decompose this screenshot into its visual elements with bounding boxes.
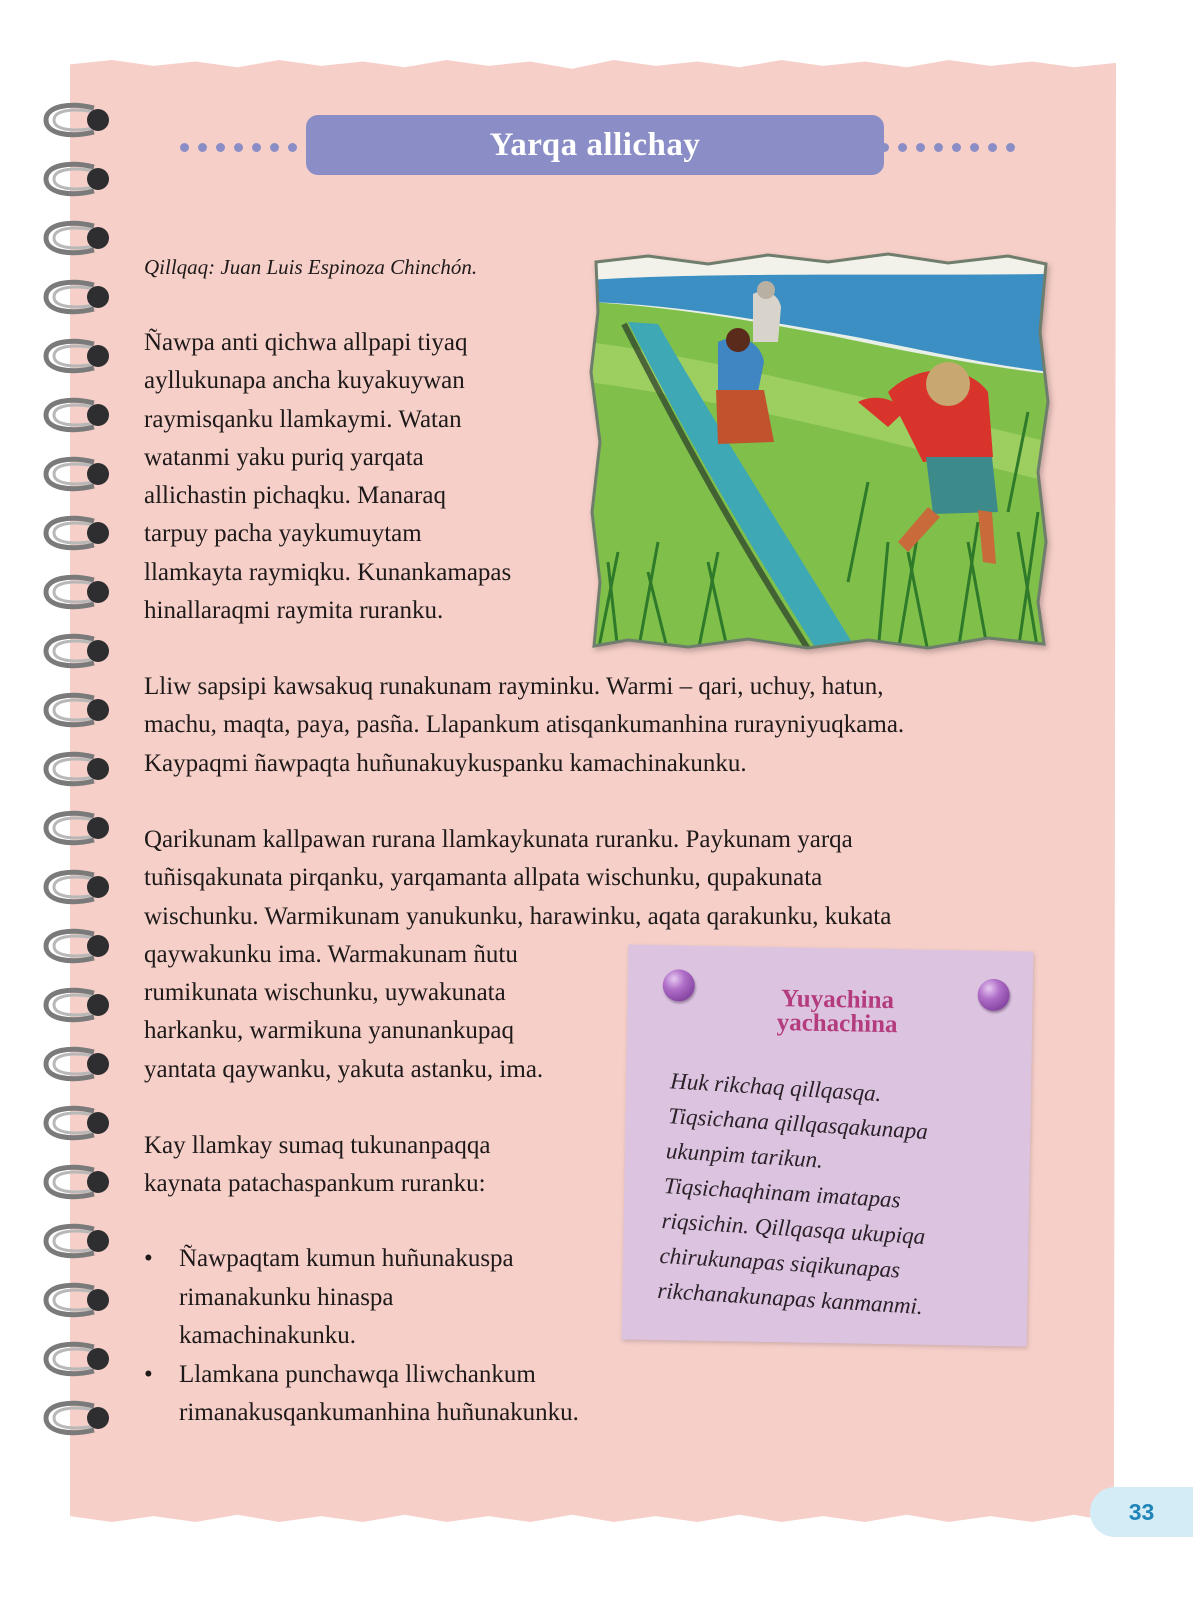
- spiral-ring: [40, 1339, 120, 1379]
- spiral-ring: [40, 985, 120, 1025]
- list-item: [144, 1240, 579, 1356]
- note-line: Tiqsichaqhinam imatapas: [663, 1173, 902, 1213]
- text-line: Ñawpa anti qichwa allpapi tiyaq: [144, 329, 468, 356]
- paragraph-4: [144, 1127, 490, 1204]
- note-line: Tiqsichana qillqasqakunapa: [667, 1103, 929, 1145]
- spiral-ring: [40, 690, 120, 730]
- text-line: tuñisqakunata pirqanku, yarqamanta allpata wischunku, qupakunata: [144, 864, 823, 892]
- text-line: tarpuy pacha yaykumuytam: [144, 520, 422, 548]
- title-banner: [306, 115, 884, 175]
- text-line: ayllukunapa ancha kuyakuywan: [144, 367, 465, 395]
- note-line: chirukunapas siqikunapas: [658, 1242, 901, 1283]
- text-line: Kaypaqmi ñawpaqta huñunakuykuspanku kamachinakunku.: [144, 749, 747, 777]
- spiral-ring: [40, 1221, 120, 1261]
- spiral-ring: [40, 218, 120, 258]
- spiral-ring: [40, 749, 120, 789]
- text-line: kamachinakunku.: [179, 1322, 357, 1349]
- bullet-marker: •: [144, 1245, 153, 1272]
- text-line: qaywakunku ima. Warmakunam ñutu: [144, 940, 518, 968]
- note-line: rikchanakunapas kanmanmi.: [656, 1277, 924, 1320]
- author-credit: Qillqaq: Juan Luis Espinoza Chinchón.: [144, 255, 478, 279]
- title-dots-right: [880, 143, 1015, 152]
- spiral-ring: [40, 159, 120, 199]
- list-item: [144, 1356, 579, 1433]
- bullet-marker: •: [144, 1360, 153, 1388]
- note-line: Huk rikchaq qillqasqa.: [669, 1068, 883, 1107]
- spiral-ring: [40, 100, 120, 140]
- spiral-ring: [40, 513, 120, 553]
- text-line: hinallaraqmi raymita ruranku.: [144, 597, 444, 625]
- text-line: rumikunata wischunku, uywakunata: [144, 979, 506, 1007]
- paragraph-1: [144, 324, 511, 630]
- text-line: wischunku. Warmikunam yanukunku, harawinku, aqata qarakunku, kukata: [144, 902, 892, 930]
- spiral-ring: [40, 454, 120, 494]
- text-line: Llamkana punchawqa lliwchankum: [179, 1360, 536, 1388]
- page-number: 33: [1128, 1498, 1155, 1525]
- spiral-ring: [40, 572, 120, 612]
- note-heading-line: Yuyachina: [780, 985, 895, 1015]
- spiral-ring: [40, 631, 120, 671]
- text-line: harkanku, warmikuna yanunankupaq: [144, 1017, 515, 1045]
- spiral-ring: [40, 1280, 120, 1320]
- text-line: allichastin pichaqku. Manaraq: [144, 482, 446, 510]
- text-line: machu, maqta, paya, pasña. Llapankum atisqankumanhina rurayniyuqkama.: [144, 711, 905, 739]
- text-line: Qarikunam kallpawan rurana llamkaykunata ruranku. Paykunam yarqa: [144, 826, 853, 853]
- spiral-ring: [40, 277, 120, 317]
- irrigation-canal-illustration: [588, 252, 1050, 652]
- spiral-ring: [40, 926, 120, 966]
- text-line: raymisqanku llamkaymi. Watan: [144, 405, 462, 433]
- note-line: ukunpim tarikun.: [665, 1138, 824, 1173]
- spiral-ring: [40, 1162, 120, 1202]
- sticky-note: [622, 944, 1034, 1346]
- text-line: kaynata patachaspankum ruranku:: [144, 1170, 486, 1198]
- spiral-binding: [40, 100, 120, 1460]
- page-number-tab: [1090, 1487, 1193, 1537]
- pushpin-icon: [662, 969, 695, 1002]
- text-line: llamkayta raymiqku. Kunankamapas: [144, 558, 512, 586]
- text-line: Ñawpaqtam kumun huñunakuspa: [179, 1245, 514, 1272]
- text-line: yantata qaywanku, yakuta astanku, ima.: [144, 1055, 544, 1083]
- title-dots-left: [180, 143, 297, 152]
- spiral-ring: [40, 1044, 120, 1084]
- spiral-ring: [40, 808, 120, 848]
- note-heading: [737, 986, 938, 1037]
- bullet-list: [144, 1240, 579, 1433]
- text-line: Kay llamkay sumaq tukunanpaqqa: [144, 1132, 491, 1159]
- note-heading-line: yachachina: [776, 1009, 898, 1039]
- spiral-ring: [40, 336, 120, 376]
- text-line: watanmi yaku puriq yarqata: [144, 443, 424, 471]
- spiral-ring: [40, 395, 120, 435]
- text-line: rimanakunku hinaspa: [179, 1283, 394, 1311]
- spiral-ring: [40, 867, 120, 907]
- note-body: [656, 1063, 1015, 1329]
- spiral-ring: [40, 1398, 120, 1438]
- page-title: Yarqa allichay: [489, 126, 701, 163]
- text-line: rimanakusqankumanhina huñunakunku.: [179, 1399, 579, 1426]
- note-line: riqsichin. Qillqasqa ukupiqa: [661, 1207, 926, 1250]
- paragraph-2: [144, 668, 904, 783]
- pushpin-icon: [977, 979, 1010, 1012]
- text-line: Lliw sapsipi kawsakuq runakunam rayminku. Warmi – qari, uchuy, hatun,: [144, 673, 884, 700]
- spiral-ring: [40, 1103, 120, 1143]
